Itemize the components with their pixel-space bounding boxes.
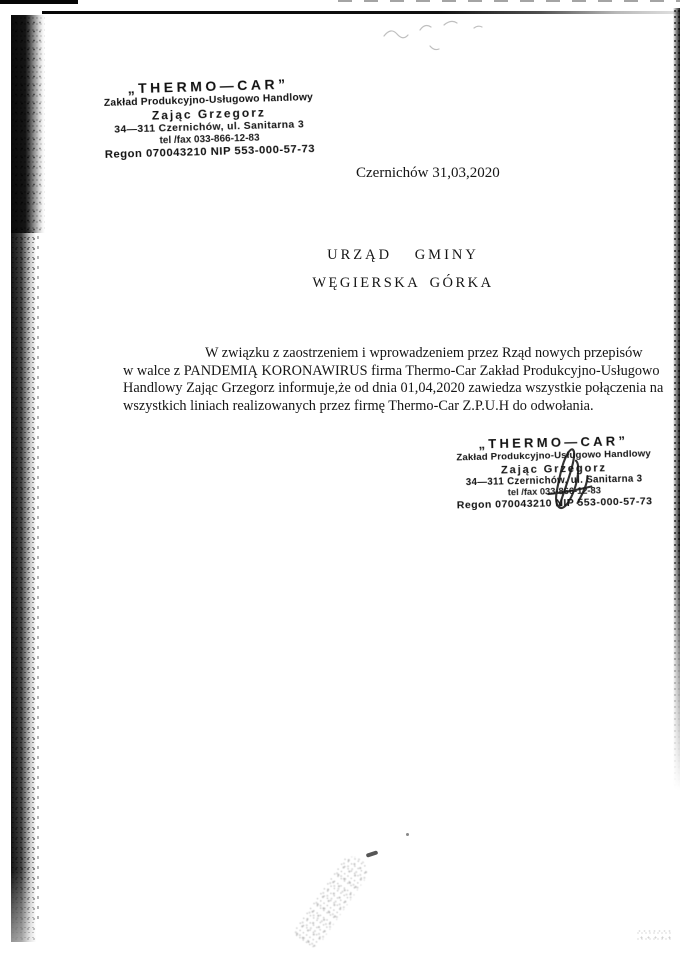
stamp-address: 34—311 Czernichów, ul. Sanitarna 3 <box>114 119 305 136</box>
stamp-owner-name: Zając Grzegorz <box>151 105 267 123</box>
recipient-block <box>283 241 523 297</box>
scan-artifact-left-band <box>11 230 36 942</box>
company-stamp-top <box>97 76 321 162</box>
stamp-business-type: Zakład Produkcyjno-Usługowo Handlowy <box>456 448 651 463</box>
recipient-line-1: URZĄD GMINY <box>327 247 479 263</box>
body-line: W związku z zaostrzeniem i wprowadzeniem przez Rząd nowych przepisów <box>205 345 643 361</box>
scan-artifact-dot <box>406 833 409 836</box>
dateline: Czernichów 31,03,2020 <box>356 165 500 181</box>
body-line: wszystkich liniach realizowanych przez firmę Thermo-Car Z.P.U.H do odwołania. <box>123 397 594 414</box>
scan-artifact-left-band-dark <box>11 15 45 233</box>
stamp-phone: tel /fax 033-866-12-83 <box>159 132 260 147</box>
pencil-marks <box>378 16 488 54</box>
scan-artifact-top-line <box>42 11 680 14</box>
scan-artifact-smudge-tip <box>366 850 379 858</box>
scan-artifact-smudge <box>289 851 373 953</box>
stamp-address: 34—311 Czernichów, ul. Sanitarna 3 <box>465 473 643 488</box>
scan-artifact-top-faint-line <box>338 0 680 2</box>
body-line: w walce z PANDEMIĄ KORONAWIRUS firma Thermo-Car Zakład Produkcyjno-Usługowo <box>123 362 660 379</box>
scan-artifact-dotted-line <box>37 236 39 924</box>
stamp-phone: tel /fax 033-866-12-83 <box>507 486 602 499</box>
stamp-registry-numbers: Regon 070043210 NIP 553-000-57-73 <box>104 143 316 161</box>
body-line: Handlowy Zając Grzegorz informuje,że od dnia 01,04,2020 zawiedza wszystkie połączenia na <box>123 380 664 397</box>
letter-body <box>123 345 663 415</box>
stamp-company-name: „THERMO—CAR” <box>127 75 289 97</box>
stamp-company-name: „THERMO—CAR” <box>478 433 629 452</box>
stamp-business-type: Zakład Produkcyjno-Usługowo Handlowy <box>103 92 314 109</box>
stamp-registry-numbers: Regon 070043210 NIP 553-000-57-73 <box>456 496 653 512</box>
scan-artifact-right-edge <box>673 8 680 790</box>
scan-artifact-specks <box>636 930 672 941</box>
recipient-line-2: WĘGIERSKA GÓRKA <box>312 275 494 291</box>
signature-scribble <box>532 444 604 514</box>
scan-artifact-top-left-bar <box>0 0 78 4</box>
stamp-owner-name: Zając Grzegorz <box>500 460 608 476</box>
